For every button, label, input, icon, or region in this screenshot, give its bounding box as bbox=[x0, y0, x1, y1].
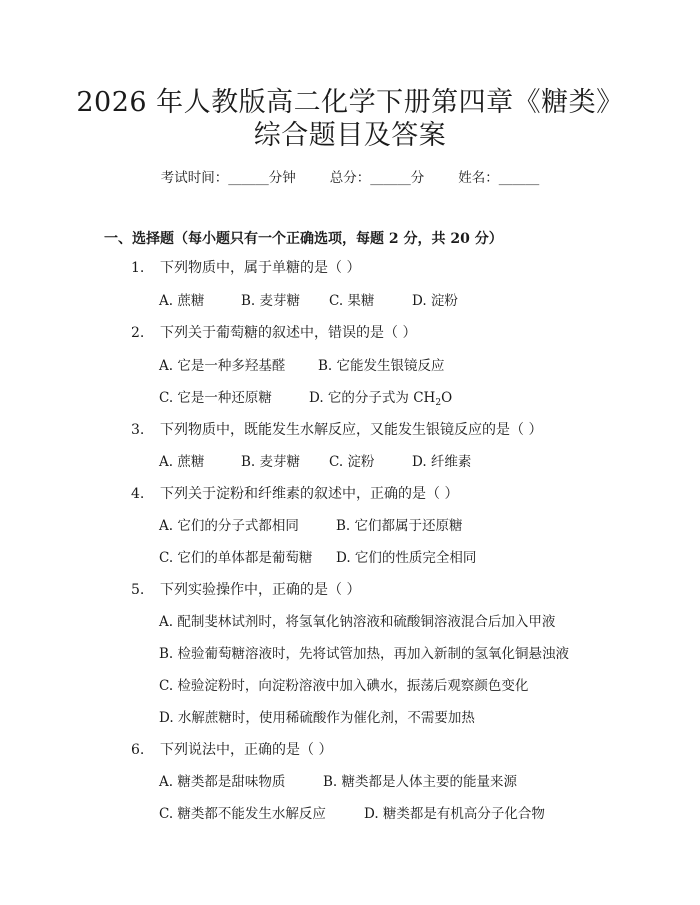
question-2-options-row2 bbox=[159, 388, 452, 408]
formula-subscript: 2 bbox=[435, 398, 442, 408]
question-5-option-c bbox=[159, 676, 528, 696]
section-heading-multiple-choice: 一、选择题（每小题只有一个正确选项，每题 2 分，共 20 分） bbox=[104, 231, 503, 247]
question-5-option-b bbox=[159, 644, 569, 664]
exam-meta bbox=[0, 168, 700, 188]
option-a: A. 蔗糖 bbox=[159, 454, 205, 470]
option-d-text: D. 它的分子式为 CH bbox=[309, 390, 436, 406]
option-c: C. 糖类都不能发生水解反应 bbox=[159, 806, 326, 822]
option-b: B. 它能发生银镜反应 bbox=[318, 358, 445, 374]
question-4-options-row2 bbox=[159, 548, 476, 568]
option-a: A. 它们的分子式都相同 bbox=[159, 518, 299, 534]
question-number: 5. bbox=[131, 582, 145, 598]
question-3 bbox=[131, 420, 542, 440]
option-a: A. 配制斐林试剂时，将氢氧化钠溶液和硫酸铜溶液混合后加入甲液 bbox=[159, 614, 556, 630]
option-b: B. 糖类都是人体主要的能量来源 bbox=[323, 774, 518, 790]
option-b: B. 检验葡萄糖溶液时，先将试管加热，再加入新制的氢氧化铜悬浊液 bbox=[159, 646, 570, 662]
total-score-field: 总分：______分 bbox=[329, 170, 425, 186]
option-b: B. 麦芽糖 bbox=[241, 454, 301, 470]
question-text: 下列关于淀粉和纤维素的叙述中，正确的是（ ） bbox=[160, 486, 459, 502]
option-d: D. 纤维素 bbox=[412, 454, 472, 470]
question-number: 4. bbox=[131, 486, 145, 502]
question-number: 2. bbox=[131, 325, 145, 341]
exam-time-field: 考试时间：______分钟 bbox=[160, 170, 296, 186]
question-4-options-row1 bbox=[159, 516, 463, 536]
option-c: C. 淀粉 bbox=[329, 454, 375, 470]
option-d bbox=[309, 388, 452, 408]
question-number: 3. bbox=[131, 422, 145, 438]
question-2 bbox=[131, 323, 416, 343]
option-a: A. 糖类都是甜味物质 bbox=[159, 774, 286, 790]
question-6-options-row1 bbox=[159, 772, 517, 792]
question-number: 6. bbox=[131, 742, 145, 758]
formula-tail: O bbox=[441, 390, 453, 406]
option-c: C. 果糖 bbox=[329, 293, 375, 309]
question-number: 1. bbox=[131, 260, 145, 276]
question-2-options-row1 bbox=[159, 356, 445, 376]
option-c: C. 它是一种还原糖 bbox=[159, 390, 272, 406]
question-text: 下列关于葡萄糖的叙述中，错误的是（ ） bbox=[160, 325, 417, 341]
question-4 bbox=[131, 484, 458, 504]
option-d: D. 糖类都是有机高分子化合物 bbox=[364, 806, 545, 822]
option-d: D. 它们的性质完全相同 bbox=[336, 550, 477, 566]
question-text: 下列说法中，正确的是（ ） bbox=[160, 742, 333, 758]
option-a: A. 它是一种多羟基醛 bbox=[159, 358, 286, 374]
option-d: D. 淀粉 bbox=[412, 293, 458, 309]
option-b: B. 麦芽糖 bbox=[241, 293, 301, 309]
option-c: C. 它们的单体都是葡萄糖 bbox=[159, 550, 313, 566]
question-1-options bbox=[159, 291, 458, 311]
option-a: A. 蔗糖 bbox=[159, 293, 205, 309]
option-b: B. 它们都属于还原糖 bbox=[336, 518, 463, 534]
option-c: C. 检验淀粉时，向淀粉溶液中加入碘水，振荡后观察颜色变化 bbox=[159, 678, 529, 694]
document-title-line1: 2026 年人教版高二化学下册第四章《糖类》 bbox=[76, 87, 624, 118]
document-title-line2: 综合题目及答案 bbox=[253, 120, 447, 151]
question-1 bbox=[131, 258, 360, 278]
question-3-options bbox=[159, 452, 471, 472]
question-5 bbox=[131, 580, 360, 600]
question-text: 下列实验操作中，正确的是（ ） bbox=[160, 582, 361, 598]
question-text: 下列物质中，既能发生水解反应，又能发生银镜反应的是（ ） bbox=[160, 422, 543, 438]
question-5-option-d bbox=[159, 708, 475, 728]
question-6 bbox=[131, 740, 332, 760]
option-d: D. 水解蔗糖时，使用稀硫酸作为催化剂，不需要加热 bbox=[159, 710, 475, 726]
question-text: 下列物质中，属于单糖的是（ ） bbox=[160, 260, 361, 276]
question-6-options-row2 bbox=[159, 804, 545, 824]
student-name-field: 姓名：______ bbox=[458, 170, 540, 186]
question-5-option-a bbox=[159, 612, 555, 632]
